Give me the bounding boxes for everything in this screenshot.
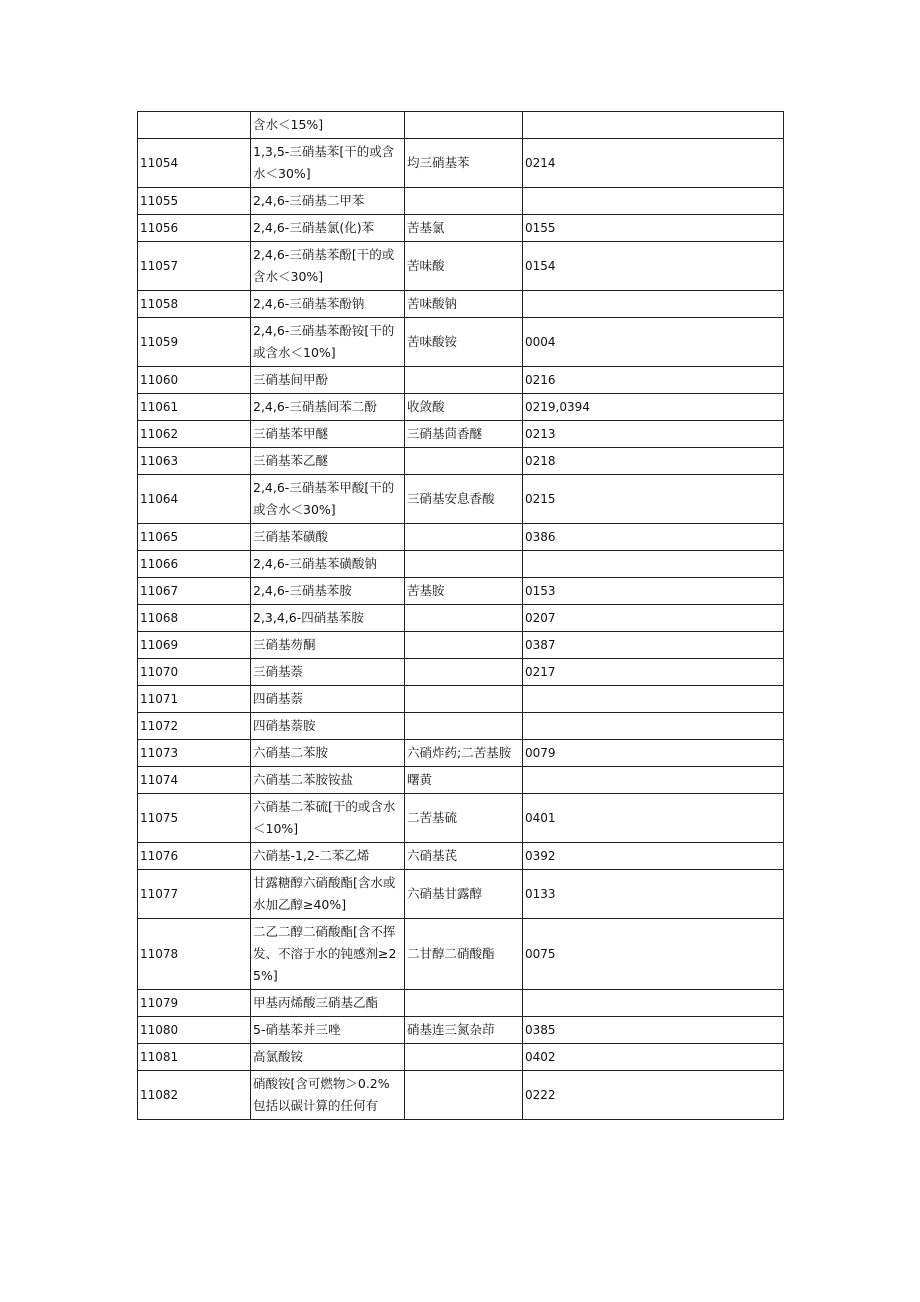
table-row (138, 367, 784, 394)
number-cell (523, 551, 784, 578)
alias-cell (405, 1044, 523, 1071)
code-cell: 11073 (138, 740, 251, 767)
name-cell: 高氯酸铵 (251, 1044, 405, 1071)
number-cell: 0075 (523, 919, 784, 990)
table-row (138, 551, 784, 578)
table-body (138, 112, 784, 1120)
number-cell: 0079 (523, 740, 784, 767)
name-cell: 2,3,4,6-四硝基苯胺 (251, 605, 405, 632)
name-cell: 1,3,5-三硝基苯[干的或含水＜30%] (251, 139, 405, 188)
code-cell: 11055 (138, 188, 251, 215)
alias-cell (405, 524, 523, 551)
table-row (138, 843, 784, 870)
name-cell: 2,4,6-三硝基苯酚钠 (251, 291, 405, 318)
code-cell: 11059 (138, 318, 251, 367)
name-cell: 2,4,6-三硝基氯(化)苯 (251, 215, 405, 242)
alias-cell: 苦味酸 (405, 242, 523, 291)
alias-cell: 二甘醇二硝酸酯 (405, 919, 523, 990)
table-row (138, 1017, 784, 1044)
table-row (138, 605, 784, 632)
table-row (138, 767, 784, 794)
number-cell: 0213 (523, 421, 784, 448)
alias-cell (405, 713, 523, 740)
number-cell (523, 291, 784, 318)
number-cell (523, 686, 784, 713)
alias-cell (405, 1071, 523, 1120)
number-cell: 0155 (523, 215, 784, 242)
alias-cell: 苦味酸铵 (405, 318, 523, 367)
code-cell: 11080 (138, 1017, 251, 1044)
alias-cell (405, 686, 523, 713)
table-row (138, 686, 784, 713)
code-cell: 11067 (138, 578, 251, 605)
name-cell: 2,4,6-三硝基苯甲酸[干的或含水＜30%] (251, 475, 405, 524)
alias-cell (405, 367, 523, 394)
alias-cell: 曙黄 (405, 767, 523, 794)
alias-cell (405, 659, 523, 686)
code-cell: 11054 (138, 139, 251, 188)
name-cell: 2,4,6-三硝基苯酚铵[干的或含水＜10%] (251, 318, 405, 367)
table-row (138, 524, 784, 551)
table-row (138, 421, 784, 448)
code-cell: 11069 (138, 632, 251, 659)
table-row (138, 578, 784, 605)
name-cell: 2,4,6-三硝基苯酚[干的或含水＜30%] (251, 242, 405, 291)
name-cell: 六硝基-1,2-二苯乙烯 (251, 843, 405, 870)
table-row (138, 448, 784, 475)
chemical-table (137, 111, 784, 1120)
code-cell: 11071 (138, 686, 251, 713)
name-cell: 三硝基萘 (251, 659, 405, 686)
table-row (138, 242, 784, 291)
code-cell: 11075 (138, 794, 251, 843)
table-row (138, 659, 784, 686)
number-cell (523, 112, 784, 139)
number-cell: 0207 (523, 605, 784, 632)
table-row (138, 1044, 784, 1071)
table-row (138, 112, 784, 139)
name-cell: 三硝基间甲酚 (251, 367, 405, 394)
number-cell: 0215 (523, 475, 784, 524)
number-cell: 0217 (523, 659, 784, 686)
alias-cell (405, 448, 523, 475)
code-cell: 11060 (138, 367, 251, 394)
code-cell: 11078 (138, 919, 251, 990)
table-row (138, 139, 784, 188)
number-cell (523, 713, 784, 740)
alias-cell (405, 632, 523, 659)
name-cell: 2,4,6-三硝基苯磺酸钠 (251, 551, 405, 578)
code-cell: 11056 (138, 215, 251, 242)
alias-cell: 六硝基甘露醇 (405, 870, 523, 919)
alias-cell: 三硝基安息香酸 (405, 475, 523, 524)
alias-cell (405, 605, 523, 632)
name-cell: 二乙二醇二硝酸酯[含不挥发、不溶于水的钝感剂≥25%] (251, 919, 405, 990)
code-cell: 11079 (138, 990, 251, 1017)
name-cell: 含水＜15%] (251, 112, 405, 139)
code-cell: 11057 (138, 242, 251, 291)
number-cell: 0218 (523, 448, 784, 475)
table-row (138, 632, 784, 659)
alias-cell: 三硝基茴香醚 (405, 421, 523, 448)
code-cell: 11068 (138, 605, 251, 632)
code-cell: 11063 (138, 448, 251, 475)
alias-cell: 苦基氯 (405, 215, 523, 242)
number-cell: 0154 (523, 242, 784, 291)
name-cell: 2,4,6-三硝基苯胺 (251, 578, 405, 605)
code-cell: 11064 (138, 475, 251, 524)
number-cell: 0219,0394 (523, 394, 784, 421)
table-row (138, 291, 784, 318)
number-cell (523, 990, 784, 1017)
table-row (138, 215, 784, 242)
number-cell: 0392 (523, 843, 784, 870)
table-row (138, 188, 784, 215)
alias-cell (405, 990, 523, 1017)
name-cell: 甘露糖醇六硝酸酯[含水或水加乙醇≥40%] (251, 870, 405, 919)
name-cell: 三硝基苯乙醚 (251, 448, 405, 475)
code-cell: 11061 (138, 394, 251, 421)
alias-cell: 苦味酸钠 (405, 291, 523, 318)
number-cell: 0004 (523, 318, 784, 367)
code-cell: 11077 (138, 870, 251, 919)
name-cell: 三硝基苯甲醚 (251, 421, 405, 448)
code-cell: 11065 (138, 524, 251, 551)
table-row (138, 740, 784, 767)
name-cell: 三硝基芴酮 (251, 632, 405, 659)
code-cell: 11070 (138, 659, 251, 686)
number-cell: 0385 (523, 1017, 784, 1044)
code-cell: 11058 (138, 291, 251, 318)
name-cell: 硝酸铵[含可燃物＞0.2%包括以碳计算的任何有 (251, 1071, 405, 1120)
table-row (138, 870, 784, 919)
number-cell: 0401 (523, 794, 784, 843)
table-row (138, 475, 784, 524)
alias-cell (405, 551, 523, 578)
name-cell: 六硝基二苯胺铵盐 (251, 767, 405, 794)
number-cell (523, 188, 784, 215)
number-cell: 0222 (523, 1071, 784, 1120)
table-row (138, 1071, 784, 1120)
number-cell: 0216 (523, 367, 784, 394)
alias-cell: 硝基连三氮杂茚 (405, 1017, 523, 1044)
code-cell: 11062 (138, 421, 251, 448)
name-cell: 甲基丙烯酸三硝基乙酯 (251, 990, 405, 1017)
alias-cell: 二苦基硫 (405, 794, 523, 843)
number-cell: 0133 (523, 870, 784, 919)
code-cell: 11074 (138, 767, 251, 794)
name-cell: 四硝基萘胺 (251, 713, 405, 740)
table-row (138, 794, 784, 843)
alias-cell (405, 112, 523, 139)
name-cell: 四硝基萘 (251, 686, 405, 713)
code-cell: 11081 (138, 1044, 251, 1071)
number-cell: 0387 (523, 632, 784, 659)
name-cell: 三硝基苯磺酸 (251, 524, 405, 551)
name-cell: 5-硝基苯并三唑 (251, 1017, 405, 1044)
code-cell: 11066 (138, 551, 251, 578)
alias-cell: 六硝基芪 (405, 843, 523, 870)
table-row (138, 990, 784, 1017)
alias-cell: 苦基胺 (405, 578, 523, 605)
alias-cell: 收敛酸 (405, 394, 523, 421)
alias-cell (405, 188, 523, 215)
alias-cell: 均三硝基苯 (405, 139, 523, 188)
number-cell: 0386 (523, 524, 784, 551)
number-cell: 0214 (523, 139, 784, 188)
code-cell: 11072 (138, 713, 251, 740)
number-cell: 0402 (523, 1044, 784, 1071)
table-row (138, 713, 784, 740)
table-row (138, 919, 784, 990)
number-cell: 0153 (523, 578, 784, 605)
alias-cell: 六硝炸药;二苦基胺 (405, 740, 523, 767)
name-cell: 六硝基二苯硫[干的或含水＜10%] (251, 794, 405, 843)
code-cell: 11082 (138, 1071, 251, 1120)
name-cell: 2,4,6-三硝基间苯二酚 (251, 394, 405, 421)
number-cell (523, 767, 784, 794)
name-cell: 六硝基二苯胺 (251, 740, 405, 767)
code-cell: 11076 (138, 843, 251, 870)
name-cell: 2,4,6-三硝基二甲苯 (251, 188, 405, 215)
code-cell (138, 112, 251, 139)
table-row (138, 318, 784, 367)
table-row (138, 394, 784, 421)
